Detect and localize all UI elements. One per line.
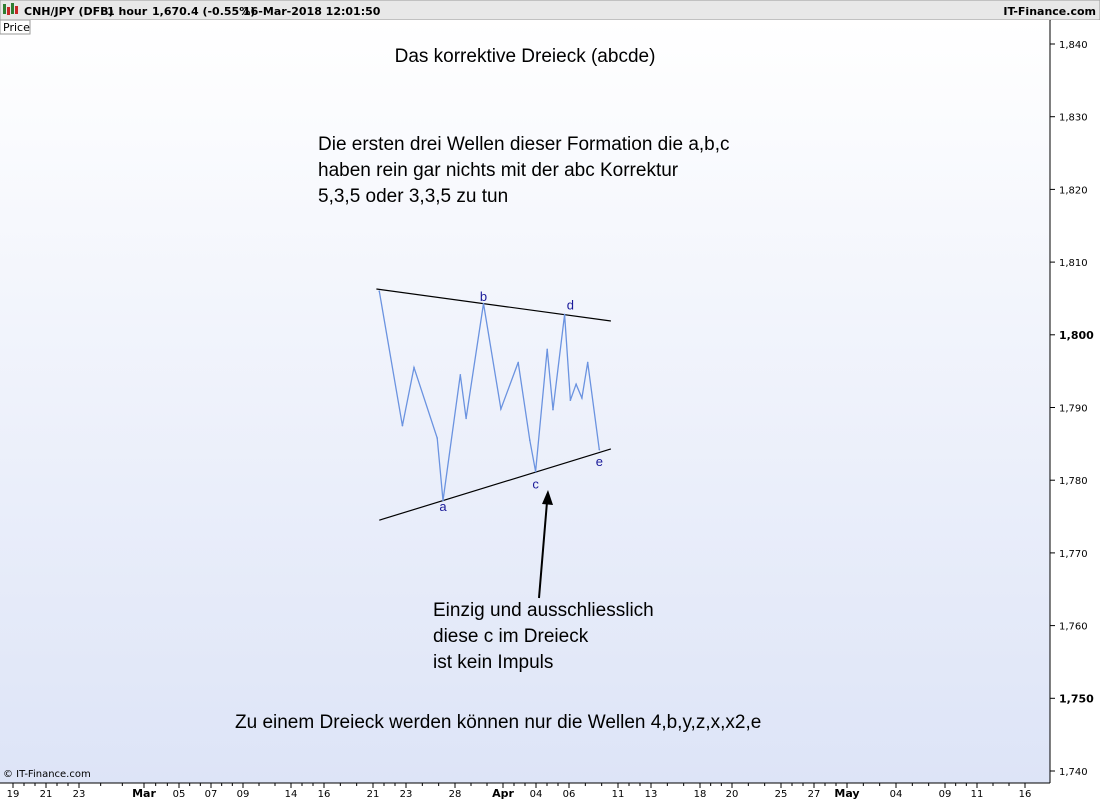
y-tick-label: 1,830 [1059, 112, 1088, 124]
x-tick-label: 09 [938, 789, 952, 800]
wave-point [402, 425, 404, 427]
x-axis-panel [0, 784, 1100, 800]
x-tick-label: 25 [774, 789, 788, 800]
wave-point [413, 367, 415, 369]
y-tick-label: 1,770 [1059, 548, 1088, 560]
wave-point [570, 399, 572, 401]
wave-point [599, 449, 601, 451]
x-tick-label: 04 [529, 789, 543, 800]
x-tick-label: 21 [39, 789, 53, 800]
x-tick-label: 27 [807, 789, 821, 800]
wave-point [581, 397, 583, 399]
y-axis-panel [1051, 20, 1100, 783]
wave-point [535, 471, 537, 473]
last-price-text: 1,670.4 (-0.55%) [152, 5, 256, 18]
brand-text: IT-Finance.com [1003, 5, 1096, 18]
chart-title-annotation: Das korrektive Dreieck (abcde) [394, 46, 656, 67]
timeframe-text: 1 hour [107, 5, 148, 18]
y-tick-label: 1,810 [1059, 258, 1088, 270]
note1-line1: Die ersten drei Wellen dieser Formation die a,b,c [318, 134, 730, 155]
wave-point [465, 418, 467, 420]
wave-point [529, 439, 531, 441]
x-tick-label: 13 [644, 789, 658, 800]
note2-line2: diese c im Dreieck [433, 626, 589, 647]
wave-label-c: c [532, 476, 539, 492]
x-tick-label: 21 [366, 789, 380, 800]
x-tick-label: Mar [132, 787, 156, 800]
wave-label-d: d [566, 297, 574, 313]
x-tick-label: 16 [317, 789, 331, 800]
x-tick-label: 06 [562, 789, 576, 800]
symbol-text: CNH/JPY (DFB) [24, 5, 114, 18]
x-tick-label: 28 [448, 789, 462, 800]
x-tick-label: 09 [236, 789, 250, 800]
wave-label-a: a [439, 499, 447, 515]
y-tick-label: 1,780 [1059, 476, 1088, 488]
wave-point [546, 349, 548, 351]
wave-point [587, 362, 589, 364]
note2-line1: Einzig und ausschliesslich [433, 600, 654, 621]
x-tick-label: 19 [6, 789, 20, 800]
x-tick-label: 14 [284, 789, 298, 800]
price-tab-label: Price [3, 21, 30, 34]
y-tick-label: 1,800 [1059, 328, 1094, 342]
copyright-text: © IT-Finance.com [3, 769, 91, 780]
wave-point [378, 290, 380, 292]
x-tick-label: 04 [889, 789, 903, 800]
x-tick-label: May [834, 787, 860, 800]
y-tick-label: 1,820 [1059, 185, 1088, 197]
note3-annotation: Zu einem Dreieck werden können nur die Wellen 4,b,y,z,x,x2,e [235, 712, 762, 733]
wave-label-b: b [479, 288, 488, 304]
x-tick-label: 23 [72, 789, 86, 800]
x-tick-label: 11 [970, 789, 984, 800]
note1-line2: haben rein gar nichts mit der abc Korrektur [318, 160, 679, 181]
y-tick-label: 1,750 [1059, 692, 1094, 706]
datetime-text: 16-Mar-2018 12:01:50 [243, 5, 381, 18]
y-tick-label: 1,840 [1059, 40, 1088, 51]
wave-point [436, 437, 438, 439]
wave-point [575, 383, 577, 385]
y-tick-label: 1,740 [1059, 767, 1088, 778]
wave-point [552, 409, 554, 411]
x-tick-label: 07 [204, 789, 218, 800]
x-tick-label: 18 [693, 789, 707, 800]
wave-point [517, 362, 519, 364]
note2-line3: ist kein Impuls [433, 652, 554, 673]
x-tick-label: 20 [725, 789, 739, 800]
note1-line3: 5,3,5 oder 3,3,5 zu tun [318, 186, 509, 207]
x-tick-label: 16 [1018, 789, 1032, 800]
wave-point [564, 314, 566, 316]
x-tick-label: 05 [172, 789, 186, 800]
y-tick-label: 1,790 [1059, 403, 1088, 415]
y-tick-label: 1,760 [1059, 621, 1088, 633]
wave-point [500, 408, 502, 410]
wave-label-e: e [595, 454, 603, 470]
wave-point [460, 374, 462, 376]
x-tick-label: Apr [492, 787, 514, 800]
x-tick-label: 11 [611, 789, 625, 800]
x-tick-label: 23 [399, 789, 413, 800]
